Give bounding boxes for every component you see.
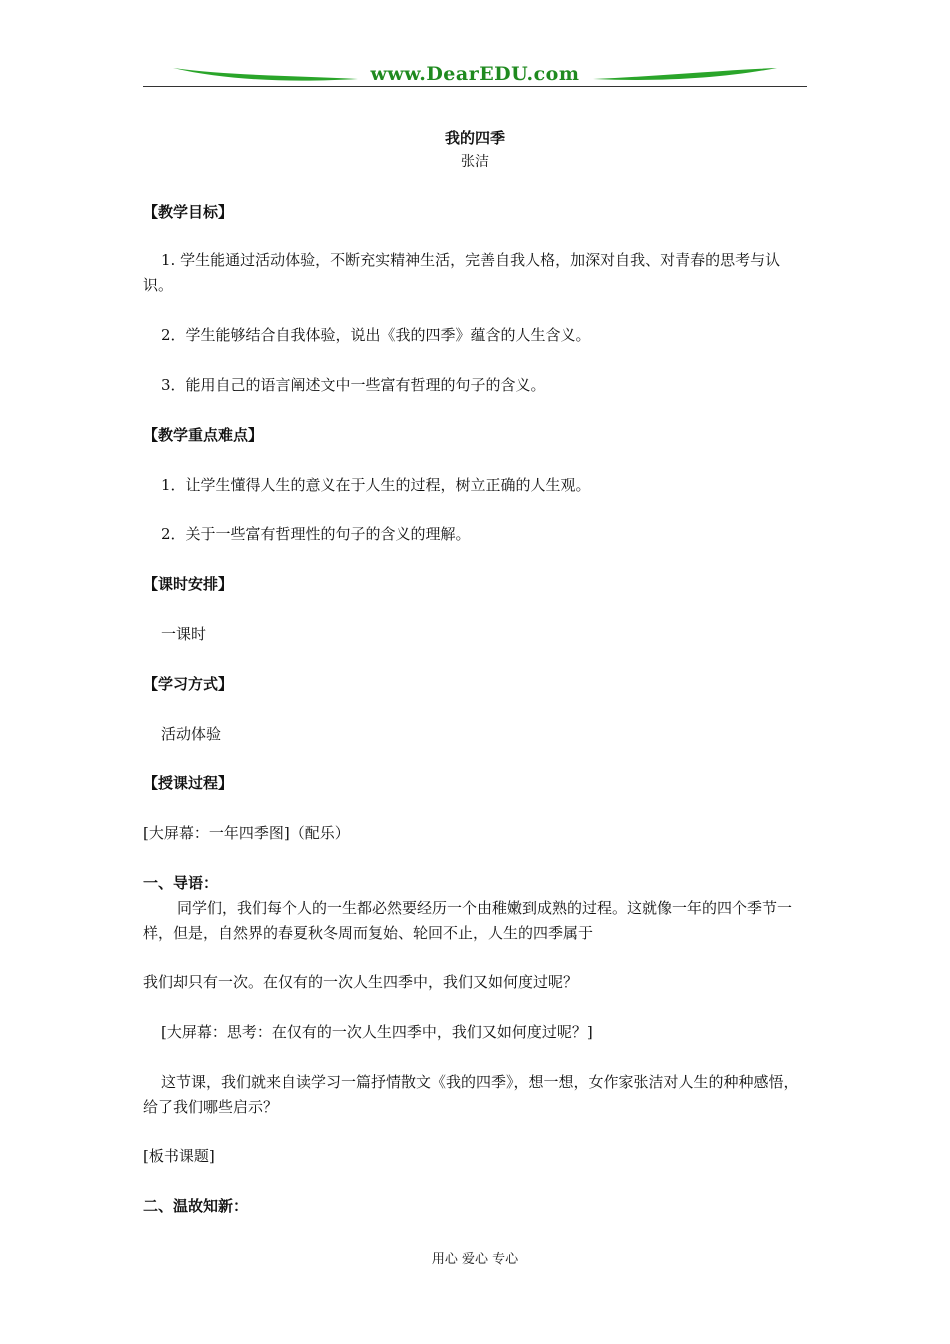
header-divider — [143, 86, 807, 87]
site-header — [143, 62, 807, 90]
board-note: [板书课题] — [143, 1147, 215, 1165]
document-author: 张洁 — [461, 154, 489, 170]
keypoints-heading: 【教学重点难点】 — [143, 426, 264, 444]
intro-heading: 一、导语： — [143, 874, 219, 892]
goal-2: 2．学生能够结合自我体验，说出《我的四季》蕴含的人生含义。 — [161, 326, 591, 344]
schedule-heading: 【课时安排】 — [143, 575, 234, 593]
goal-3: 3．能用自己的语言阐述文中一些富有哲理的句子的含义。 — [161, 376, 546, 394]
keypoint-1: 1．让学生懂得人生的意义在于人生的过程，树立正确的人生观。 — [161, 476, 591, 494]
intro-continuation: 我们却只有一次。在仅有的一次人生四季中，我们又如何度过呢？ — [143, 973, 579, 991]
goals-heading: 【教学目标】 — [143, 203, 234, 221]
lesson-paragraph: 这节课，我们就来自读学习一篇抒情散文《我的四季》，想一想，女作家张洁对人生的种种感悟，给了我们哪些启示？ — [143, 1073, 799, 1116]
page-footer: 用心 爱心 专心 — [431, 1252, 519, 1267]
schedule-text: 一课时 — [161, 625, 207, 643]
method-heading: 【学习方式】 — [143, 675, 234, 693]
intro-paragraph: 同学们，我们每个人的一生都必然要经历一个由稚嫩到成熟的过程。这就像一年的四个季节一样，但是，自然界的春夏秋冬周而复始、轮回不止，人生的四季属于 — [143, 899, 793, 942]
process-heading: 【授课过程】 — [143, 774, 234, 792]
method-text: 活动体验 — [161, 725, 222, 743]
goal-1: 1. 学生能通过活动体验，不断充实精神生活，完善自我人格，加深对自我、对青春的思考与认识。 — [143, 251, 781, 294]
screen-note-2: [大屏幕：思考：在仅有的一次人生四季中，我们又如何度过呢？] — [161, 1023, 593, 1041]
screen-note-1: [大屏幕：一年四季图]（配乐） — [143, 824, 350, 842]
keypoint-2: 2．关于一些富有哲理性的句子的含义的理解。 — [161, 525, 471, 543]
site-logo[interactable]: www.DearEDU.com — [370, 63, 580, 85]
document-title: 我的四季 — [444, 129, 505, 147]
review-heading: 二、温故知新： — [143, 1197, 249, 1215]
